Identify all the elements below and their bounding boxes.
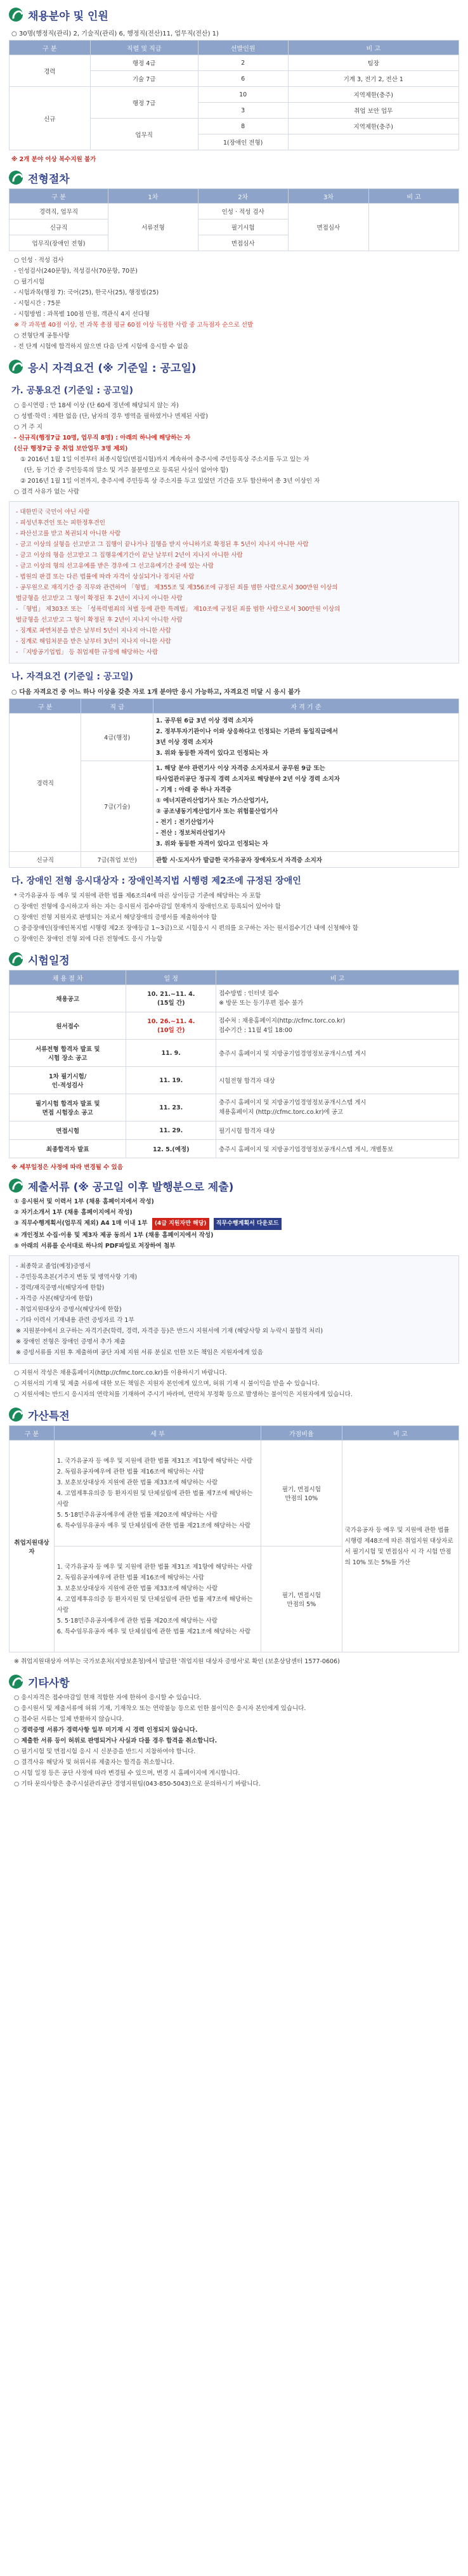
list-item: - 징계로 파면처분을 받은 날부터 5년이 지나지 아니한 사람 [16, 627, 171, 634]
table-cell: 12. 5.(예정) [126, 1140, 216, 1158]
table-header: 비 고 [216, 971, 459, 985]
list-item: 4. 고엽제후유의증 등 환자지원 및 단체설립에 관한 법률 제7조에 해당하는 사람 [56, 1595, 253, 1614]
table-cell: 필기, 면접시험 만점의 5% [261, 1546, 342, 1652]
recruit-summary: ○ 30명(행정직(관리) 2, 기술직(관리) 6, 행정직(전산)11, 업무직(전산) 1) [11, 30, 219, 37]
qualification-table [9, 698, 459, 868]
table-cell: 7급(기술) [81, 761, 153, 852]
section-qualification [0, 356, 468, 945]
table-cell: 충주시 홈페이지 및 지방공기업경영정보공개시스템 게시, 개별통보 [216, 1140, 459, 1158]
list-item: ○ 결격 사유가 없는 사람 [14, 488, 79, 495]
table-cell: 신규직 [10, 852, 81, 868]
table-header-row [10, 189, 459, 204]
table-cell: 접수처 : 채용홈페이지(http://cfmc.torc.co.kr) 접수기간 : 11월 4일 18:00 [216, 1012, 459, 1040]
list-item: - 주민등록초본(거주지 변동 및 병역사항 기재) [16, 1274, 138, 1281]
list-item [14, 1218, 459, 1230]
table-row [10, 87, 459, 103]
table-header: 비 고 [342, 1426, 458, 1441]
list-item: ○ 결격사유 해당자 및 허위서류 제출자는 합격을 취소합니다. [14, 1759, 174, 1766]
section-header [9, 1404, 459, 1425]
subsection-title: 나. 자격요건 (기준일 : 공고일) [11, 672, 133, 682]
subsection-title: 가. 공통요건 (기준일 : 공고일) [11, 386, 133, 396]
table-cell: 관할 시·도지사가 발급한 국가유공자 장애자도서 자격증 소지자 [153, 852, 458, 868]
table-row [10, 1121, 459, 1140]
table-header: 비 고 [288, 41, 458, 55]
table-cell: 인성 · 적성 검사 [198, 204, 288, 219]
list-item: - 자격증 사본(해당자에 한함) [16, 1295, 93, 1302]
table-header: 3차 [288, 189, 369, 204]
list-item: ○ 기타 문의사항은 충주시설관리공단 경영지원팀(043-850-5043)으로 문의하시기 바랍니다. [14, 1781, 261, 1788]
list-item: 1. 국가유공자 등 예우 및 지원에 관한 법률 제31조 제1항에 해당하는 사람 [56, 1457, 253, 1465]
list-item: - 「형법」 제303조 또는 「성폭력범죄의 처벌 등에 관한 특례법」 제10조에 규정된 죄를 범한 사람으로서 300만원 이상의 [16, 606, 341, 613]
list-item: ○ 중증장애인(장애인복지법 시행령 제2조 장애등급 1~3급)으로 시험응시 시 편의를 요구하는 자는 원서접수기간 내에 신청해야 함 [14, 925, 358, 932]
table-cell: 8 [198, 119, 288, 134]
table-header: 자 격 기 준 [153, 699, 458, 714]
table-cell: 취업 보안 업무 [288, 103, 458, 119]
table-cell: 필기시험 합격자 발표 및 면접 시험장소 공고 [10, 1094, 126, 1121]
list-item: - 「지방공기업법」 등 취업제한 규정에 해당하는 사람 [16, 649, 159, 656]
list-item: ① 2016년 1월 1일 이전부터 최종시험일(면접시험)까지 계속하여 충주시에 주민등록상 주소지를 두고 있는 자 [20, 456, 309, 463]
table-row [10, 985, 459, 1012]
section-bonus [0, 1404, 468, 1667]
section-documents [0, 1175, 468, 1400]
table-header: 일 정 [126, 971, 216, 985]
table-header-row [10, 971, 459, 985]
list-item: - 피성년후견인 또는 피한정후견인 [16, 520, 105, 526]
list-item: ○ 장애인 전형에 응시하고자 하는 자는 응시원서 접수마감일 현재까지 장애인으로 등록되어 있어야 함 [14, 903, 281, 910]
section-header [9, 356, 459, 377]
table-cell: 1(장애인 전형) [198, 134, 288, 150]
table-cell: 지역제한(충주) [288, 119, 458, 134]
list-item: - 금고 이상의 형을 선고받고 그 집행유예기간이 끝난 날부터 2년이 지나지 아니한 사람 [16, 552, 243, 559]
table-cell: 6 [198, 71, 288, 87]
leaf-logo-icon [9, 360, 23, 374]
section-recruit-field [0, 4, 468, 163]
list-item: ○ 장애인은 장애인 전형 외에 다른 전형에도 응시 가능함 [14, 936, 163, 943]
list-item: ④ 개인정보 수집·이용 및 제3자 제공 동의서 1부 (채용 홈페이지에서 작성) [14, 1232, 214, 1239]
disqualification-box [9, 501, 459, 664]
list-item: ○ 응시연령 : 만 18세 이상 (단 60세 정년에 해당되지 않는 자) [14, 402, 179, 409]
list-item: - 시험방법 : 과목별 100점 만점, 객관식 4지 선다형 [14, 311, 150, 318]
table-cell [54, 1441, 261, 1546]
table-cell: 신규직 [10, 219, 108, 235]
section-title: 가산특전 [28, 1409, 70, 1423]
list-item: 5. 5·18민주유공자예우에 관한 법률 제20조에 해당하는 사람 [56, 1617, 218, 1625]
table-cell: 업무직(장애인 전형) [10, 235, 108, 251]
table-cell: 기계 3, 전기 2, 전산 1 [288, 71, 458, 87]
list-item: 6. 특수임무유공자 예우 및 단체설립에 관한 법률 제21조에 해당하는 사람 [56, 1628, 251, 1635]
list-item: - 신규직(행정7급 10명, 업무직 8명) : 아래의 하나에 해당하는 자 [14, 435, 191, 441]
table-cell [288, 134, 458, 150]
list-item: - 징계로 해임처분을 받은 날부터 3년이 지나지 아니한 사람 [16, 638, 171, 645]
recruit-table [9, 40, 459, 150]
list-item: ○ 지원서 작성은 채용홈페이지(http://cfmc.torc.co.kr)를 이용하시기 바랍니다. [14, 1370, 227, 1376]
table-header: 1차 [108, 189, 198, 204]
list-item: - 시험시간 : 75분 [14, 300, 61, 307]
table-cell: 경력 [10, 55, 91, 87]
list-item: ○ 응시자격은 접수마감일 현재 적합한 자에 한하여 응시할 수 있습니다. [14, 1694, 202, 1701]
table-cell: 10. 21.~11. 4. (15일 간) [126, 985, 216, 1012]
table-header: 직 급 [81, 699, 153, 714]
list-item: 1. 국가유공자 등 예우 및 지원에 관한 법률 제31조 제1항에 해당하는 사람 [56, 1563, 253, 1571]
table-cell: 접수방법 : 인터넷 접수 ※ 방문 또는 등기우편 접수 불가 [216, 985, 459, 1012]
section-schedule [0, 948, 468, 1171]
list-item: ○ 장애인 전형 지원자로 판명되는 자로서 해당장애의 증명서를 제출하여야 함 [14, 914, 217, 921]
leaf-logo-icon [9, 952, 23, 966]
list-item: ○ 성별·학력 : 제한 없음 (단, 남자의 경우 병역을 필하였거나 면제된 사람) [14, 413, 208, 420]
list-item: - 인성검사(240문항), 적성검사(70문항, 70분) [14, 268, 138, 275]
list-item: - 전 단계 시험에 합격하지 않으면 다음 단계 시험에 응시할 수 없음 [14, 343, 189, 350]
list-item: ※ 각 과목별 40점 이상, 전 과목 총점 평균 60점 이상 득점한 사람 중 고득점자 순으로 선발 [14, 322, 254, 329]
list-item: 벌금형을 선고받고 그 형이 확정된 후 2년이 지나지 아니한 사람 [16, 617, 183, 624]
list-item: 5. 5·18민주유공자예우에 관한 법률 제20조에 해당하는 사람 [56, 1511, 218, 1519]
table-cell: 면접심사 [288, 204, 369, 251]
list-item: - 취업지원대상자 증명서(해당자에 한함) [16, 1306, 122, 1313]
table-row [10, 714, 459, 761]
table-row [10, 1067, 459, 1094]
table-cell: 7급(취업 보안) [81, 852, 153, 868]
document-list [9, 1196, 459, 1252]
recruit-note: ※ 2개 분야 이상 복수지원 불가 [11, 156, 96, 163]
table-cell: 필기, 면접시험 만점의 10% [261, 1441, 342, 1546]
section-title: 기타사항 [28, 1677, 70, 1690]
table-cell: 업무직 [90, 119, 198, 150]
list-item: (신규 행정7급 중 취업 보안업무 3명 제외) [14, 445, 128, 452]
table-cell: 필기시험 [198, 219, 288, 235]
list-item: 3. 보훈보상대상자 지원에 관한 법률 제33조에 해당하는 사람 [56, 1479, 218, 1486]
table-cell: 면접시험 [10, 1121, 126, 1140]
list-item: ○ 필기시험 [14, 278, 45, 285]
list-item: - 경력/재직증명서(해당자에 한함) [16, 1285, 105, 1291]
list-item: ※ 증빙서류를 지원 후 제출하며 공단 자체 지원 서류 분실로 인한 모든 책임은 지원자에게 있음 [16, 1349, 263, 1356]
table-cell: 1. 해당 분야 관련기사 이상 자격증 소지자로서 공무원 9급 또는 타사업관리공단 정규직 경력 소지자로 해당분야 2년 이상 경력 소지자 - 기계 : 아래 중 하나 자격증 ① 에너지관리산업기사 또는 가스산업기사, ② 공조냉동기계산업기사 또는 위험물산업기사 - 전기 : 전기산업기사 - 전산 : 정보처리산업기사 3. 위와 동등한 자격이 있다고 인정되는 자 [153, 761, 458, 852]
table-cell: 원서접수 [10, 1012, 126, 1040]
list-item: ○ 접수된 서류는 일체 반환하지 않습니다. [14, 1716, 124, 1723]
list-item: ○ 거 주 지 [14, 424, 42, 431]
list-item: 3. 보훈보상대상자 지원에 관한 법률 제33조에 해당하는 사람 [56, 1585, 218, 1592]
section-header [9, 4, 459, 25]
table-header-row [10, 1426, 459, 1441]
list-item: - 금고 이상의 형의 선고유예를 받은 경우에 그 선고유예기간 중에 있는 사람 [16, 563, 214, 570]
table-cell: 1차 필기시험/ 인·적성검사 [10, 1067, 126, 1094]
list-item: (단, 동 기간 중 주민등록의 말소 및 거주 불분명으로 등록된 사실이 없어야 함) [24, 467, 228, 474]
table-row [10, 1094, 459, 1121]
section-header [9, 167, 459, 188]
leaf-logo-icon [9, 1408, 23, 1422]
table-cell: 4급(행정) [81, 714, 153, 761]
table-cell: 10 [198, 87, 288, 103]
section-title: 제출서류 (※ 공고일 이후 발행분으로 제출) [28, 1180, 234, 1194]
table-cell: 경력직, 업무직 [10, 204, 108, 219]
bonus-table [9, 1425, 459, 1652]
table-header: 세 부 [54, 1426, 261, 1441]
table-cell: 국가유공자 등 예우 및 지원에 관한 법률 시행령 제48조에 따른 취업지원 대상자로서 필기시험 및 면접심사 시 각 시험 만점의 10% 또는 5%를 가산 [342, 1441, 458, 1652]
item-text: ③ 직무수행계획서(업무직 제외) A4 1매 이내 1부 [14, 1220, 148, 1227]
document-extra [9, 1368, 459, 1400]
list-item: ① 응시원서 및 이력서 1부 (채용 홈페이지에서 작성) [14, 1198, 154, 1205]
section-process [0, 167, 468, 352]
table-row [10, 852, 459, 868]
list-item: - 법원의 판결 또는 다른 법률에 따라 자격이 상실되거나 정지된 사람 [16, 573, 195, 580]
table-cell: 행정 4급 [90, 55, 198, 71]
process-details [9, 255, 459, 352]
download-button[interactable]: 직무수행계획서 다운로드 [214, 1218, 282, 1230]
process-table [9, 188, 459, 251]
list-item: 2. 독립유공자예우에 관한 법률 제16조에 해당하는 사람 [56, 1574, 204, 1581]
table-header: 2차 [198, 189, 288, 204]
list-item: ② 자기소개서 1부 (채용 홈페이지에서 작성) [14, 1209, 133, 1216]
list-item: 벌금형을 선고받고 그 형이 확정된 후 2년이 지나지 아니한 사람 [16, 595, 183, 602]
table-row [10, 1140, 459, 1158]
list-item: - 공무원으로 재직기간 중 직무와 관련하여 「형법」 제355조 및 제356조에 규정된 죄를 범한 사람으로서 300만원 이상의 [16, 584, 338, 591]
table-cell: 채용공고 [10, 985, 126, 1012]
leaf-logo-icon [9, 1179, 23, 1193]
list-item: - 대한민국 국민이 아닌 사람 [16, 509, 90, 516]
list-item: ○ 응시원서 및 제출서류에 허위 기재, 기재착오 또는 연락불능 등으로 인한 불이익은 응시자 본인에게 있습니다. [14, 1705, 306, 1712]
qualification-summary: ○ 다음 자격요건 중 어느 하나 이상을 갖춘 자로 1개 분야만 응시 가능하고, 자격요건 미달 시 응시 불가 [11, 689, 301, 696]
table-cell: 11. 29. [126, 1121, 216, 1140]
etc-list [9, 1692, 459, 1789]
list-item: ○ 지원서의 기재 및 제출 서류에 대한 모든 책임은 지원자 본인에게 있으며, 허위 기재 시 불이익을 받을 수 있습니다. [14, 1380, 320, 1387]
table-cell: 서류전형 합격자 발표 및 시험 장소 공고 [10, 1040, 126, 1067]
table-row [10, 1441, 459, 1546]
table-cell: 3 [198, 103, 288, 119]
list-item: * 국가유공자 등 예우 및 지원에 관한 법률 제6조의4에 따른 상이등급 기준에 해당하는 자 포함 [14, 892, 261, 899]
table-cell [369, 204, 459, 251]
list-item: - 금고 이상의 실형을 선고받고 그 집행이 끝나거나 집행을 받지 아니하기로 확정된 후 5년이 지나지 아니한 사람 [16, 541, 309, 548]
section-etc [0, 1671, 468, 1789]
list-item: ○ 시험 일정 등은 공단 사정에 따라 변경될 수 있으며, 변경 시 홈페이지에 게시합니다. [14, 1770, 240, 1777]
table-cell: 충주시 홈페이지 및 지방공기업경영정보공개시스템 게시 채용홈페이지 (http://cfmc.torc.co.kr)에 공고 [216, 1094, 459, 1121]
table-header: 구 분 [10, 41, 91, 55]
list-item: 4. 고엽제후유의증 등 환자지원 및 단체설립에 관한 법률 제7조에 해당하는 사람 [56, 1489, 253, 1508]
pdf-docs-box [9, 1255, 459, 1364]
section-title: 응시 자격요건 (※ 기준일 : 공고일) [28, 362, 197, 375]
table-header: 직렬 및 직급 [90, 41, 198, 55]
leaf-logo-icon [9, 8, 23, 22]
list-item: - 최종학교 졸업(예정)증명서 [16, 1263, 91, 1270]
schedule-table [9, 970, 459, 1158]
leaf-logo-icon [9, 171, 23, 185]
leaf-logo-icon [9, 1675, 23, 1689]
bonus-note: ※ 취업지원대상자 여부는 국가보훈처(지방보훈청)에서 발급한 '취업지원 대상자 증명서'로 확인 (보훈상담센터 1577-0606) [14, 1658, 340, 1665]
table-cell: 행정 7급 [90, 87, 198, 119]
section-title: 시험일정 [28, 954, 70, 967]
table-cell: 최종합격자 발표 [10, 1140, 126, 1158]
list-item: ○ 전형단계 공통사항 [14, 332, 70, 339]
list-item: 2. 독립유공자예우에 관한 법률 제16조에 해당하는 사람 [56, 1468, 204, 1475]
table-cell: 지역제한(충주) [288, 87, 458, 103]
list-item: ※ 장애인 전형은 장애인 증명서 추가 제출 [16, 1338, 126, 1345]
section-title: 채용분야 및 인원 [28, 10, 108, 23]
list-item: ○ 지원서에는 반드시 응시자의 연락처를 기재하여 주시기 바라며, 연락처 부정확 등으로 발생하는 불이익은 지원자에게 있습니다. [14, 1391, 353, 1398]
table-cell: 취업지원대상자 [10, 1441, 55, 1652]
table-header: 가점비율 [261, 1426, 342, 1441]
table-header: 채 용 절 차 [10, 971, 126, 985]
table-cell: 면접심사 [198, 235, 288, 251]
list-item: ○ 경력증명 서류가 경력사항 일부 미기재 시 경력 인정되지 않습니다. [14, 1727, 198, 1734]
common-requirements [9, 400, 459, 497]
table-cell: 11. 23. [126, 1094, 216, 1121]
table-row [10, 204, 459, 219]
table-header: 구 분 [10, 1426, 55, 1441]
table-row [10, 55, 459, 71]
table-cell: 신규 [10, 87, 91, 150]
list-item: - 시험과목(행정 7): 국어(25), 한국사(25), 행정법(25) [14, 289, 159, 296]
disability-requirements [9, 891, 459, 945]
schedule-note: ※ 세부일정은 사정에 따라 변경될 수 있음 [11, 1164, 123, 1171]
list-item: 6. 특수임무유공자 예우 및 단체설립에 관한 법률 제21조에 해당하는 사람 [56, 1522, 251, 1529]
table-header: 구 분 [10, 699, 81, 714]
list-item: ※ 지원분야에서 요구하는 자격기준(학력, 경력, 자격증 등)은 반드시 지원서에 기재 (해당사항 외 누락시 불합격 처리) [16, 1328, 323, 1335]
list-item: - 기타 이력서 기재내용 관련 증빙자료 각 1부 [16, 1317, 134, 1324]
table-cell: 10. 26.~11. 4. (10일 간) [126, 1012, 216, 1040]
list-item: ○ 인성 · 적성 검사 [14, 257, 64, 264]
list-item: ○ 제출한 서류 등이 허위로 판명되거나 사실과 다를 경우 합격을 취소합니다. [14, 1737, 218, 1744]
section-header [9, 1671, 459, 1692]
table-cell: 1. 공무원 6급 3년 이상 경력 소지자 2. 정부투자기관이나 이와 상응하다고 인정되는 기관의 동일직급에서 3년 이상 경력 소지자 3. 위와 동등한 자격이 있다고 인정되는 자 [153, 714, 458, 761]
table-cell: 충주시 홈페이지 및 지방공기업경영정보공개시스템 게시 [216, 1040, 459, 1067]
table-row [10, 1012, 459, 1040]
table-header-row [10, 41, 459, 55]
section-header [9, 948, 459, 970]
eligibility-badge: (4급 지원자만 해당) [152, 1218, 209, 1230]
recruitment-notice [0, 4, 468, 2576]
table-cell: 필기시험 합격자 대상 [216, 1121, 459, 1140]
table-cell: 11. 9. [126, 1040, 216, 1067]
section-header [9, 1175, 459, 1196]
table-cell: 2 [198, 55, 288, 71]
table-cell: 시험전형 합격자 대상 [216, 1067, 459, 1094]
table-header: 선발인원 [198, 41, 288, 55]
table-cell [54, 1546, 261, 1652]
list-item: - 파산선고를 받고 복권되지 아니한 사람 [16, 530, 121, 537]
table-header: 구 분 [10, 189, 108, 204]
table-cell: 팀장 [288, 55, 458, 71]
table-cell: 기술 7급 [90, 71, 198, 87]
table-cell: 경력직 [10, 714, 81, 852]
table-row [10, 1040, 459, 1067]
list-item: ② 2016년 1월 1일 이전까지, 충주시에 주민등록 상 주소지를 두고 있었던 기간을 모두 합산하여 총 3년 이상인 자 [20, 478, 320, 485]
table-header-row [10, 699, 459, 714]
table-cell: 서류전형 [108, 204, 198, 251]
table-header: 비 고 [369, 189, 459, 204]
table-cell: 11. 19. [126, 1067, 216, 1094]
subsection-title: 다. 장애인 전형 응시대상자 : 장애인복지법 시행령 제2조에 규정된 장애인 [11, 876, 301, 886]
section-title: 전형절차 [28, 173, 70, 186]
list-item: ⑤ 아래의 서류를 순서대로 하나의 PDF파일로 저장하여 첨부 [14, 1243, 176, 1250]
list-item: ○ 필기시험 및 면접시험 응시 시 신분증을 반드시 지참하여야 합니다. [14, 1748, 196, 1755]
